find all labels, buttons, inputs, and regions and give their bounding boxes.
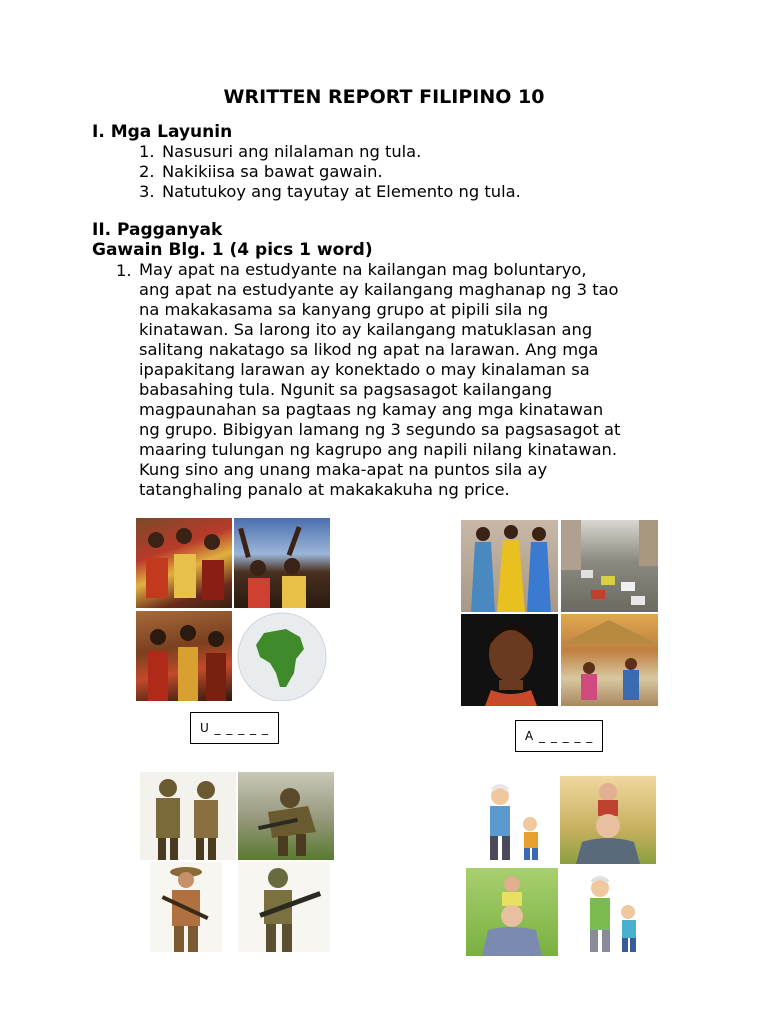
instruction-line: tatanghaling panalo at makakakuha ng price. (139, 480, 510, 499)
illustration-soldiers (140, 772, 236, 860)
objective-number: 2. (139, 162, 155, 181)
photo-busy-city-street (561, 520, 658, 612)
photo-tribal-dancers (136, 518, 232, 608)
instruction-line: ng grupo. Bibigyan lamang ng 3 segundo sa pagsasagot at (139, 420, 621, 439)
africa-globe-icon (234, 611, 330, 701)
instruction-line: May apat na estudyante na kailangan mag boluntaryo, (139, 260, 587, 279)
instruction-line: kinatawan. Sa larong ito ay kailangang matuklasan ang (139, 320, 593, 339)
instruction-line: salitang nakatago sa likod ng apat na larawan. Ang mga (139, 340, 599, 359)
illustration-grandpa-boy (466, 776, 558, 864)
photo-tribal-women (136, 611, 232, 701)
objective-number: 1. (139, 142, 155, 161)
answer-box[interactable]: A _ _ _ _ _ (515, 720, 603, 752)
photo-african-women-dresses (461, 520, 558, 612)
activity-heading: Gawain Blg. 1 (4 pics 1 word) (92, 240, 373, 260)
objective-item: Nakikiisa sa bawat gawain. (162, 162, 383, 181)
illustration-soldier-rifle (150, 862, 222, 952)
instruction-line: magpaunahan sa pagtaas ng kamay ang mga kinatawan (139, 400, 604, 419)
illustration-soldier-gun (238, 862, 330, 952)
answer-box[interactable]: U _ _ _ _ _ (190, 712, 279, 744)
instruction-line: Kung sino ang unang maka-apat na puntos sila ay (139, 460, 548, 479)
photo-village-scene (561, 614, 658, 706)
section-1-heading: I. Mga Layunin (92, 122, 233, 142)
instruction-number: 1. (116, 261, 132, 280)
illustration-grandpa-grandson (576, 868, 646, 956)
photo-grandpa-shoulders (560, 776, 656, 864)
objective-item: Nasusuri ang nilalaman ng tula. (162, 142, 422, 161)
instruction-line: maaring tulungan ng kagrupo ang napili nilang kinatawan. (139, 440, 618, 459)
photo-grandpa-child-outdoors (466, 868, 558, 956)
instruction-line: babasahing tula. Ngunit sa pagsasagot kailangang (139, 380, 553, 399)
objective-number: 3. (139, 182, 155, 201)
instruction-line: ang apat na estudyante ay kailangang maghanap ng 3 tao (139, 280, 619, 299)
page-title: WRITTEN REPORT FILIPINO 10 (223, 86, 545, 108)
section-2-heading: II. Pagganyak (92, 220, 223, 240)
instruction-line: ipapakitang larawan ay konektado o may kinalaman sa (139, 360, 590, 379)
photo-woman-portrait (461, 614, 558, 706)
objective-item: Natutukoy ang tayutay at Elemento ng tula. (162, 182, 521, 201)
photo-cheering-people (234, 518, 330, 608)
photo-soldier-combat (238, 772, 334, 860)
instruction-paragraph (139, 260, 699, 500)
instruction-line: na makakasama sa kanyang grupo at pipili sila ng (139, 300, 549, 319)
